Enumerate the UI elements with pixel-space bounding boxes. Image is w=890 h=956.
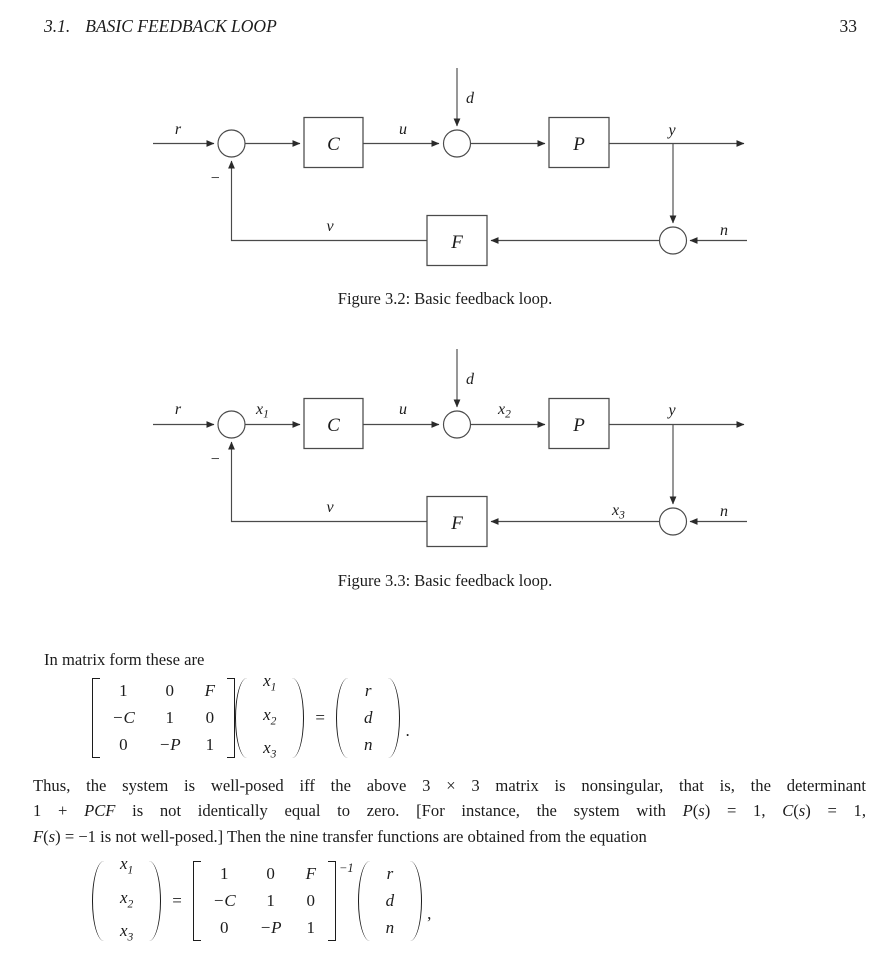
section-number: 3.1. xyxy=(44,16,71,36)
label-d: d xyxy=(466,371,474,388)
figure-3-3-caption: Figure 3.3: Basic feedback loop. xyxy=(337,571,553,590)
matrix-cell: −P xyxy=(259,918,282,937)
label-x1: $x_1$ xyxy=(256,401,269,421)
right-paren xyxy=(149,861,161,941)
block-C-label: C xyxy=(327,415,340,436)
left-paren xyxy=(92,861,104,941)
figure-3-2-diagram xyxy=(145,60,760,272)
figure-3-3-diagram xyxy=(145,341,760,563)
left-bracket xyxy=(193,861,201,941)
matrix-cell: −C xyxy=(212,891,236,910)
matrix-cell: 1 xyxy=(306,918,315,937)
matrix-cell: 1 xyxy=(220,864,229,883)
paragraph-line: Thus, the system is well-posed iff the above 3 × 3 matrix is nonsingular, that is, the determinant xyxy=(33,776,866,795)
vector-entry: $x_3$ xyxy=(263,738,277,761)
matrix-cell: −C xyxy=(112,708,135,727)
right-bracket xyxy=(227,678,235,758)
intro-text: In matrix form these are xyxy=(44,650,205,669)
label-x2: $x_2$ xyxy=(498,401,511,421)
matrix-cell: 1 xyxy=(119,681,128,700)
left-bracket xyxy=(92,678,100,758)
right-bracket xyxy=(328,861,336,941)
matrix-cell: 0 xyxy=(266,864,275,883)
section-heading xyxy=(44,16,277,37)
matrix-cell: 1 xyxy=(205,735,215,754)
right-paren xyxy=(292,678,304,758)
matrix-cell: 0 xyxy=(205,708,215,727)
matrix-cell: −P xyxy=(158,735,181,754)
input-vector xyxy=(351,681,386,755)
right-paren xyxy=(388,678,400,758)
vector-entry: r xyxy=(364,681,372,700)
vector-entry: $x_3$ xyxy=(120,921,134,944)
matrix-cell: 0 xyxy=(165,681,174,700)
label-y: y xyxy=(668,122,676,139)
right-paren xyxy=(410,861,422,941)
vector-entry: d xyxy=(363,708,373,727)
label-v: v xyxy=(326,499,334,516)
vector-entry: n xyxy=(363,735,373,754)
equation-inverse-form xyxy=(92,854,432,944)
label-n: n xyxy=(720,222,728,239)
block-C-label: C xyxy=(327,134,340,155)
matrix-cell: 1 xyxy=(165,708,174,727)
summing-junction-2 xyxy=(444,411,471,438)
block-F-label: F xyxy=(451,513,463,534)
system-matrix xyxy=(100,681,227,755)
figure-3-2-caption: Figure 3.2: Basic feedback loop. xyxy=(337,289,553,308)
vector-entry: $x_2$ xyxy=(120,887,134,911)
page-number: 33 xyxy=(839,16,857,36)
label-n: n xyxy=(720,503,728,520)
summing-junction-1 xyxy=(218,130,245,157)
vector-entry: $x_1$ xyxy=(120,854,134,877)
block-P-label: P xyxy=(573,415,585,436)
inverse-exponent: −1 xyxy=(338,861,354,875)
equation-punctuation: . xyxy=(405,721,410,740)
matrix-cell: 0 xyxy=(220,918,229,937)
label-r: r xyxy=(174,401,182,418)
input-vector xyxy=(373,864,408,938)
label-u: u xyxy=(399,401,407,418)
summing-junction-2 xyxy=(444,130,471,157)
equals-sign: = xyxy=(172,891,182,910)
matrix-cell: F xyxy=(305,864,316,883)
left-paren xyxy=(235,678,247,758)
equals-sign: = xyxy=(315,708,325,727)
label-r: r xyxy=(174,121,182,138)
state-vector xyxy=(250,671,289,764)
left-paren xyxy=(336,678,348,758)
summing-junction-3 xyxy=(660,227,687,254)
minus-sign: − xyxy=(209,451,221,468)
label-x3: $x_3$ xyxy=(612,502,625,522)
vector-entry: r xyxy=(386,864,394,883)
state-vector xyxy=(107,854,146,947)
vector-entry: d xyxy=(385,891,395,910)
system-matrix xyxy=(201,864,328,938)
body-paragraph xyxy=(33,773,866,849)
summing-junction-1 xyxy=(218,411,245,438)
minus-sign: − xyxy=(209,170,221,187)
paragraph-line: F(s) = −1 is not well-posed.] Then the nine transfer functions are obtained from the equation xyxy=(33,826,647,846)
label-u: u xyxy=(399,121,407,138)
matrix-cell: 0 xyxy=(119,735,128,754)
matrix-cell: F xyxy=(204,681,216,700)
vector-entry: n xyxy=(385,918,395,937)
left-paren xyxy=(358,861,370,941)
equation-punctuation: , xyxy=(427,904,432,923)
section-title: BASIC FEEDBACK LOOP xyxy=(85,16,277,36)
matrix-cell: 1 xyxy=(266,891,275,910)
label-y: y xyxy=(668,402,676,419)
label-v: v xyxy=(326,218,334,235)
label-d: d xyxy=(466,90,474,107)
running-head xyxy=(44,16,857,37)
summing-junction-3 xyxy=(660,508,687,535)
equation-matrix-form xyxy=(92,671,410,761)
block-F-label: F xyxy=(451,232,463,253)
vector-entry: $x_1$ xyxy=(263,671,277,694)
block-P-label: P xyxy=(573,134,585,155)
matrix-cell: 0 xyxy=(306,891,315,910)
paragraph-line: 1 + PCF is not identically equal to zero. [For instance, the system with P(s) = 1, C(s) = 1, xyxy=(33,801,866,821)
vector-entry: $x_2$ xyxy=(263,704,277,728)
